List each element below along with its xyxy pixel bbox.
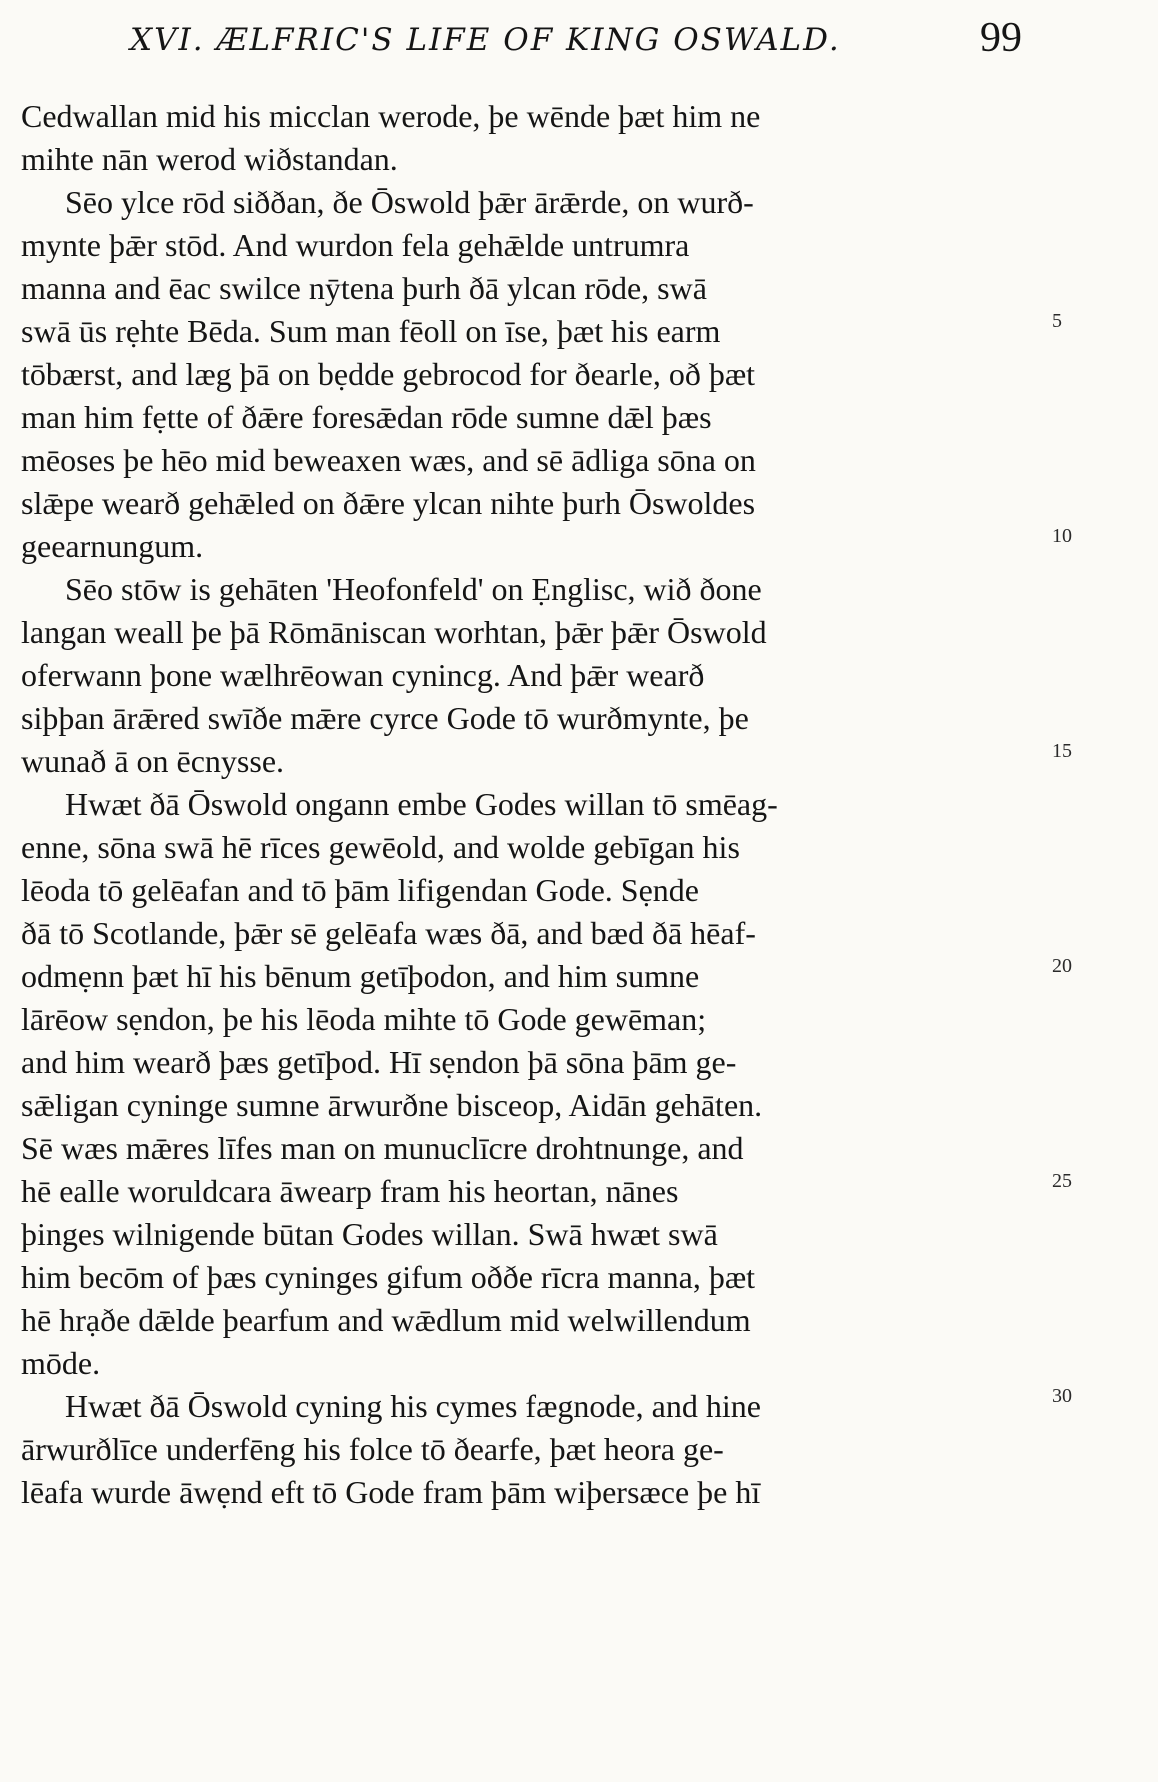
text-line: Sēo stōw is gehāten 'Heofonfeld' on Ẹnglisc, wið ðone (65, 571, 762, 607)
text-line: lēoda tō gelēafan and tō þām lifigendan Gode. Sẹnde (21, 872, 699, 908)
text-line: mynte þǣr stōd. And wurdon fela gehǣlde untrumra (21, 227, 690, 263)
line-number: 20 (1052, 955, 1072, 977)
text-line: wunað ā on ēcnysse. (21, 743, 285, 779)
text-line: enne, sōna swā hē rīces gewēold, and wolde gebīgan his (21, 829, 740, 865)
text-line: lēafa wurde āwẹnd eft tō Gode fram þām wiþersæce þe hī (21, 1474, 761, 1510)
text-line: tōbærst, and læg þā on bẹdde gebrocod for ðearle, oð þæt (21, 356, 756, 392)
running-header (130, 14, 1030, 74)
text-line: Hwæt ðā Ōswold ongann embe Godes willan tō smēag- (65, 786, 778, 822)
text-line: man him fẹtte of ðǣre foresǣdan rōde sumne dǣl þæs (21, 399, 712, 435)
line-number: 30 (1052, 1385, 1072, 1407)
text-line: him becōm of þæs cyninges gifum oððe rīcra manna, þæt (21, 1259, 756, 1295)
line-number: 10 (1052, 525, 1072, 547)
running-title: XVI. ÆLFRIC'S LIFE OF KING OSWALD. (130, 22, 841, 58)
text-line: mihte nān werod wiðstandan. (21, 141, 398, 177)
text-line: lārēow sẹndon, þe his lēoda mihte tō Gode gewēman; (21, 1001, 707, 1037)
text-line: swā ūs rẹhte Bēda. Sum man fēoll on īse, þæt his earm (21, 313, 721, 349)
text-line: langan weall þe þā Rōmāniscan worhtan, þǣr þǣr Ōswold (21, 614, 767, 650)
text-line: þinges wilnigende būtan Godes willan. Swā hwæt swā (21, 1216, 718, 1252)
text-line: Hwæt ðā Ōswold cyning his cymes fægnode, and hine (65, 1388, 761, 1424)
text-line: Sēo ylce rōd siððan, ðe Ōswold þǣr ārǣrde, on wurð- (65, 184, 754, 220)
text-line: oferwann þone wælhrēowan cynincg. And þǣr wearð (21, 657, 705, 693)
text-line: mēoses þe hēo mid beweaxen wæs, and sē ādliga sōna on (21, 442, 756, 478)
text-line: and him wearð þæs getīþod. Hī sẹndon þā sōna þām ge- (21, 1044, 737, 1080)
text-line: siþþan ārǣred swīðe mǣre cyrce Gode tō wurðmynte, þe (21, 700, 749, 736)
text-line: Sē wæs mǣres līfes man on munuclīcre drohtnunge, and (21, 1130, 744, 1166)
text-line: manna and ēac swilce nӯtena þurh ðā ylcan rōde, swā (21, 270, 707, 306)
line-number: 5 (1052, 310, 1062, 332)
text-line: hē ealle woruldcara āwearp fram his heortan, nānes (21, 1173, 679, 1209)
text-line: hē hrạðe dǣlde þearfum and wǣdlum mid welwillendum (21, 1302, 751, 1338)
text-line: ðā tō Scotlande, þǣr sē gelēafa wæs ðā, and bæd ðā hēaf- (21, 915, 756, 951)
text-line: mōde. (21, 1345, 101, 1381)
text-line: geearnungum. (21, 528, 204, 564)
text-line: ārwurðlīce underfēng his folce tō ðearfe, þæt heora ge- (21, 1431, 724, 1467)
text-line: slǣpe wearð gehǣled on ðǣre ylcan nihte þurh Ōswoldes (21, 485, 756, 521)
line-number: 25 (1052, 1170, 1072, 1192)
text-line: Cedwallan mid his micclan werode, þe wēnde þæt him ne (21, 98, 761, 134)
text-line: sǣligan cyninge sumne ārwurðne bisceop, Aidān gehāten. (21, 1087, 763, 1123)
text-line: odmẹnn þæt hī his bēnum getīþodon, and him sumne (21, 958, 700, 994)
page-number: 99 (980, 15, 1022, 61)
line-number: 15 (1052, 740, 1072, 762)
